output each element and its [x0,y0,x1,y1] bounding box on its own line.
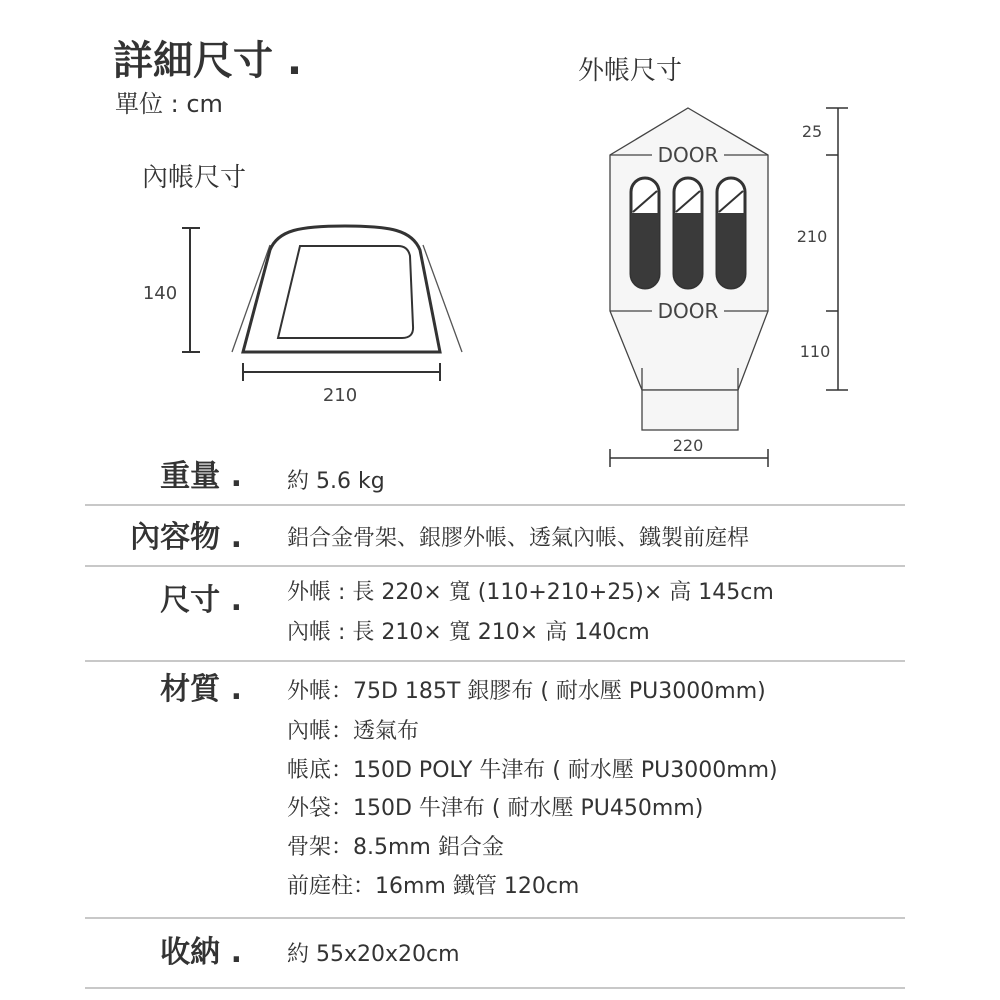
sleeping-bag-icon [674,178,702,288]
spec-value-size-inner: 內帳 : 長 210× 寬 210× 高 140cm [287,620,650,645]
outer-tent-title: 外帳尺寸 [578,56,683,86]
spec-label-weight: 重量 . [160,459,242,494]
spec-value-material-floor: 帳底：150D POLY 牛津布 ( 耐水壓 PU3000mm) [287,758,778,783]
spec-value-contents: 鋁合金骨架、銀膠外帳、透氣內帳、鐵製前庭桿 [287,526,750,551]
spec-value-weight: 約 5.6 kg [287,469,385,494]
door-back-label: DOOR [657,299,719,323]
inner-tent-title: 內帳尺寸 [142,163,247,193]
spec-divider [85,504,905,506]
spec-value-material-pole: 前庭柱：16mm 鐵管 120cm [287,874,580,899]
spec-divider [85,917,905,919]
unit-label: 單位 : cm [115,90,223,118]
spec-label-contents: 內容物 . [130,520,242,555]
sleeping-bag-icon [631,178,659,288]
spec-value-packed: 約 55x20x20cm [287,942,460,967]
outer-width-label: 220 [672,436,704,455]
spec-value-material-inner: 內帳：透氣布 [287,719,420,744]
spec-value-material-frame: 骨架：8.5mm 鋁合金 [287,835,504,860]
outer-depth-label-middle: 210 [796,227,828,246]
spec-divider [85,660,905,662]
inner-width-label: 210 [322,385,358,406]
vestibule-rect [642,390,738,430]
outer-tent-diagram [610,108,848,467]
spec-label-size: 尺寸 . [160,583,242,618]
outer-depth-label-front: 25 [801,122,823,141]
spec-label-material: 材質 . [160,672,242,707]
spec-divider [85,565,905,567]
outer-depth-label-back: 110 [799,342,831,361]
page-title: 詳細尺寸 . [113,38,303,84]
spec-divider [85,987,905,989]
spec-label-packed: 收納 . [160,935,242,970]
inner-height-label: 140 [142,283,178,304]
door-front-label: DOOR [657,143,719,167]
spec-value-size-outer: 外帳 : 長 220× 寬 (110+210+25)× 高 145cm [287,580,774,605]
inner-tent-diagram [143,226,462,406]
spec-value-material-fly: 外帳：75D 185T 銀膠布 ( 耐水壓 PU3000mm) [287,679,766,704]
spec-value-material-bag: 外袋：150D 牛津布 ( 耐水壓 PU450mm) [287,796,704,821]
sleeping-bag-icon [717,178,745,288]
